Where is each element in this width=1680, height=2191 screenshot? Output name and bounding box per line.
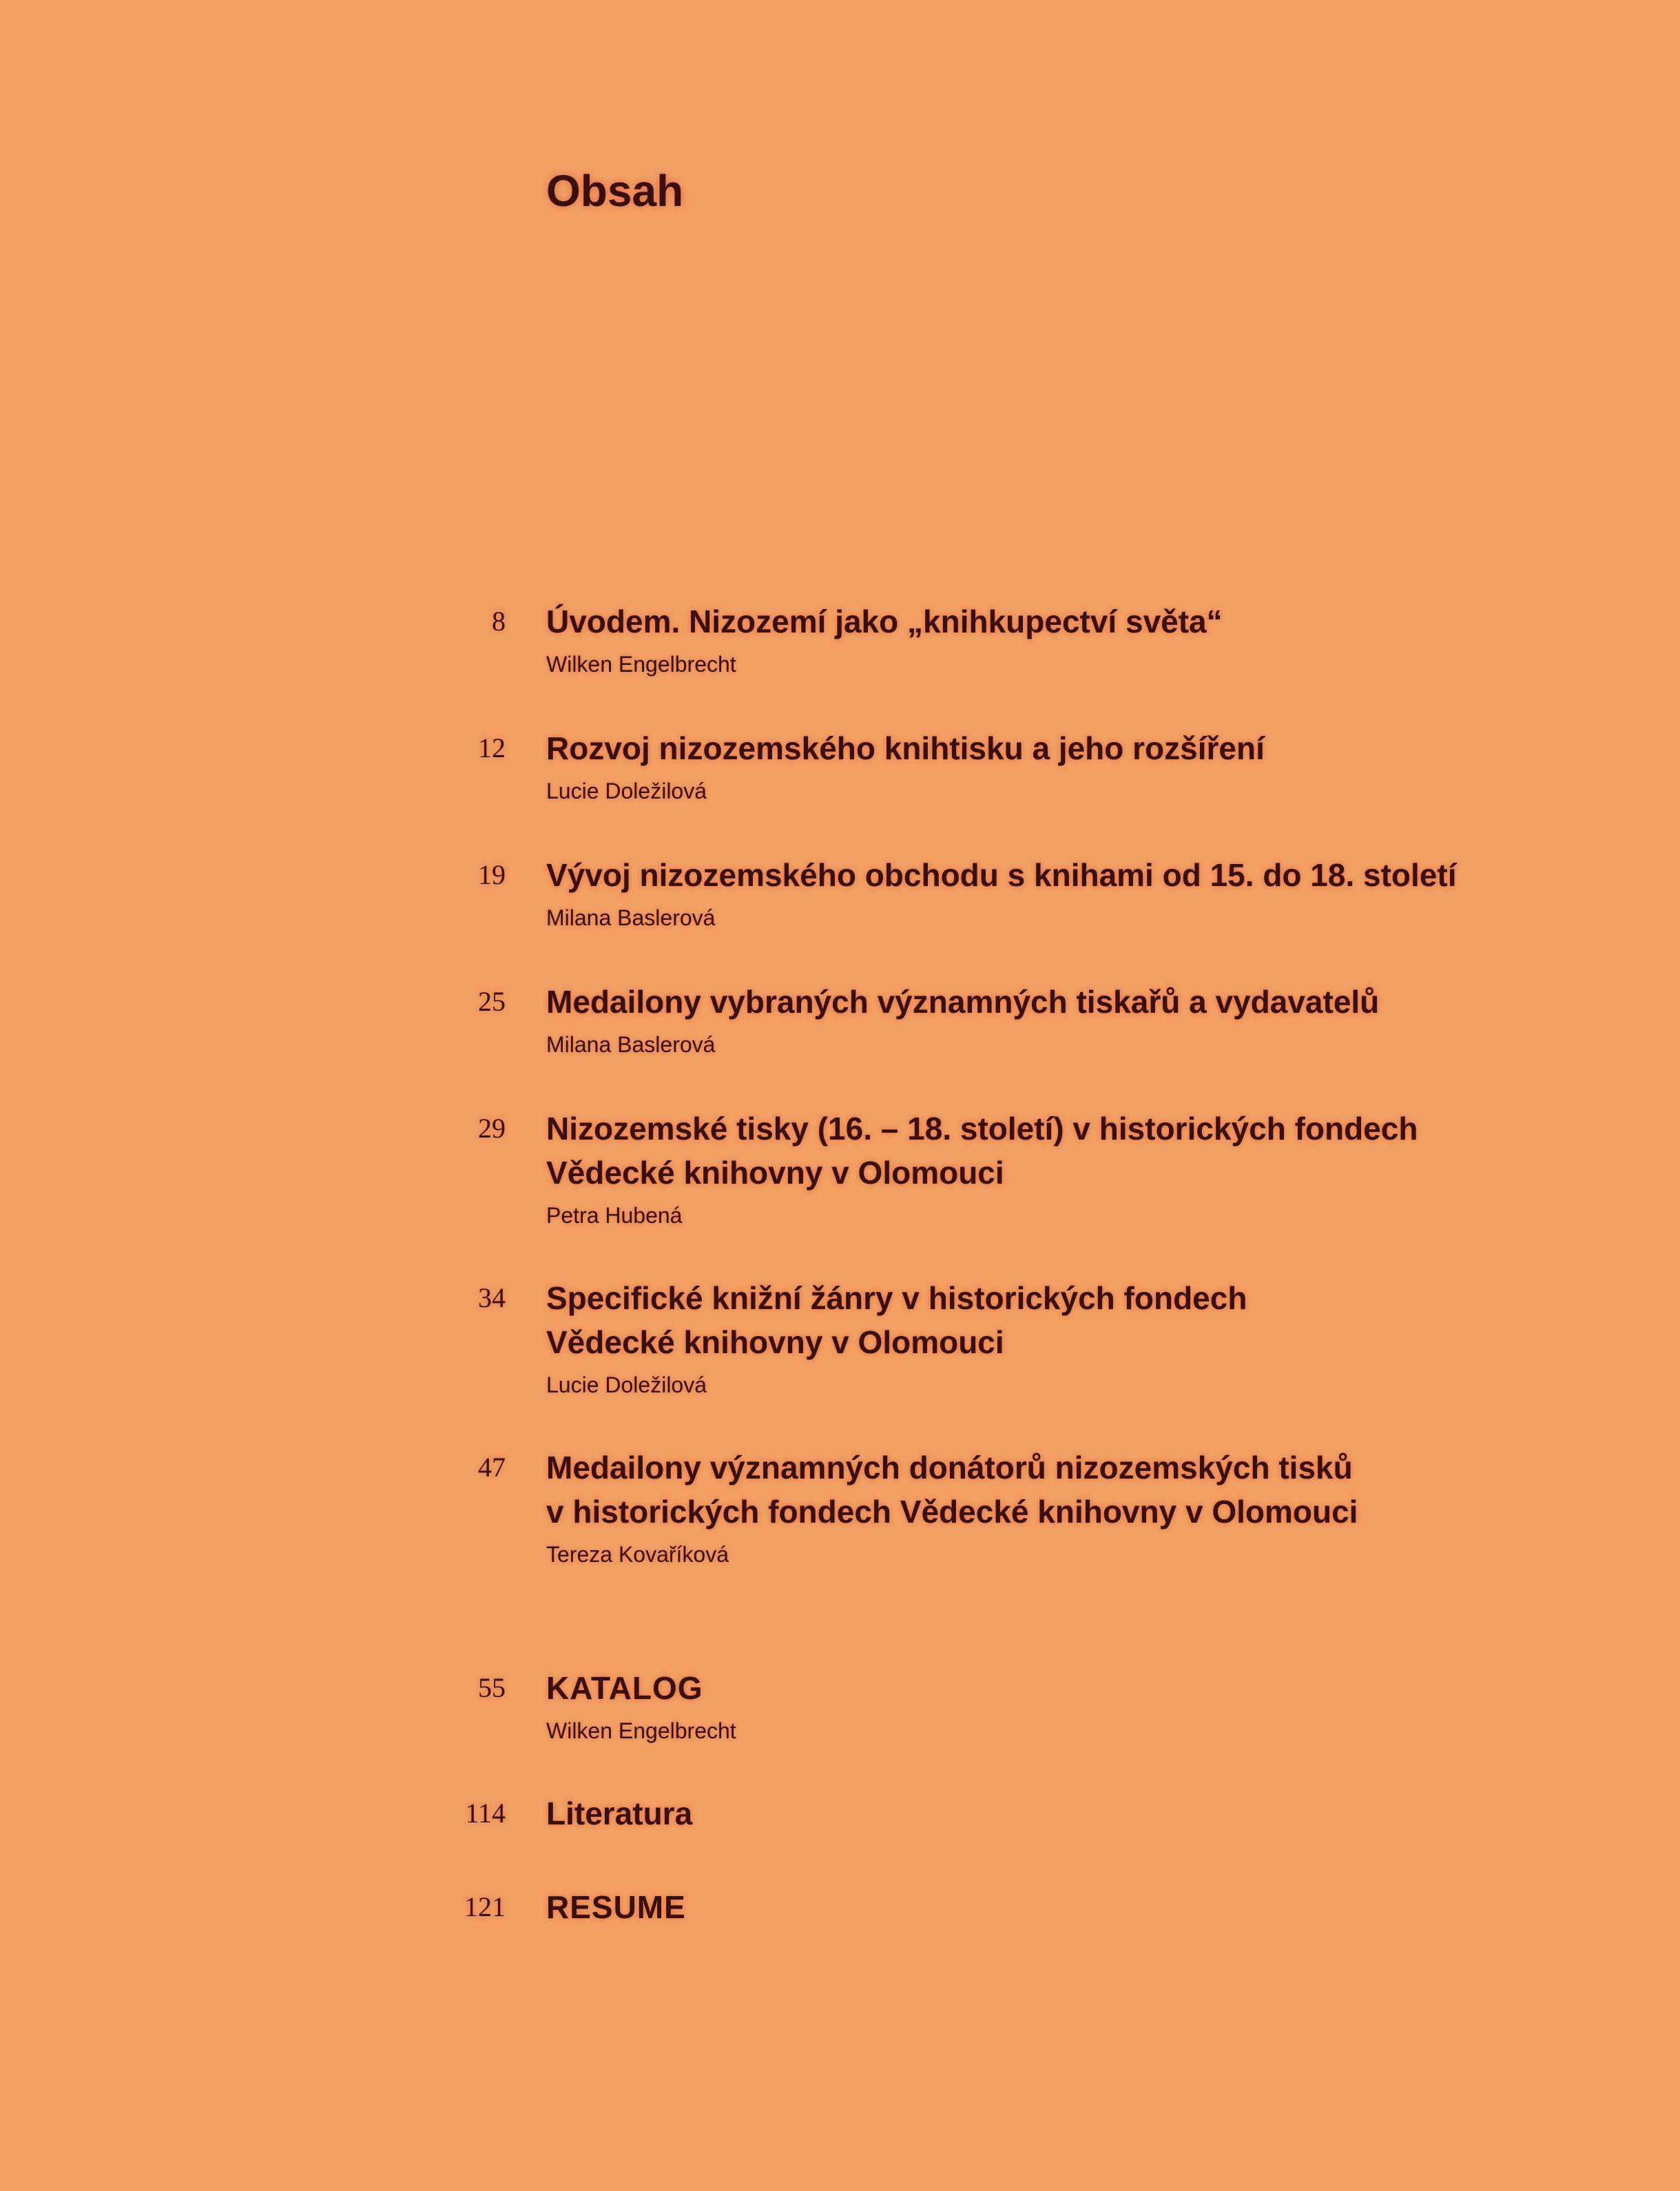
entry-title-line-2: Vědecké knihovny v Olomouci: [546, 1155, 1004, 1191]
page-number: 19: [478, 859, 506, 890]
entry-title: KATALOG: [546, 1670, 703, 1706]
page-number: 47: [478, 1452, 506, 1483]
entry-author: Wilken Engelbrecht: [546, 1718, 736, 1743]
page-number: 25: [478, 986, 506, 1017]
entry-title: RESUME: [546, 1889, 686, 1925]
page-number: 29: [478, 1113, 506, 1144]
entry-author: Lucie Doležilová: [546, 779, 707, 803]
entry-title: Medailony vybraných významných tiskařů a vydavatelů: [546, 984, 1380, 1020]
entry-author: Petra Hubená: [546, 1203, 683, 1228]
entry-title: Rozvoj nizozemského knihtisku a jeho rozšíření: [546, 730, 1265, 766]
entry-author: Wilken Engelbrecht: [546, 652, 736, 677]
page-number: 114: [465, 1798, 506, 1829]
entry-title-line-1: Nizozemské tisky (16. – 18. století) v historických fondech: [546, 1111, 1418, 1146]
entry-title: Úvodem. Nizozemí jako „knihkupectví světa“: [546, 604, 1223, 639]
page-number: 8: [492, 606, 506, 637]
entry-author: Milana Baslerová: [546, 1032, 716, 1057]
entry-title-line-1: Medailony významných donátorů nizozemských tisků: [546, 1450, 1353, 1485]
page-number: 121: [464, 1891, 506, 1922]
entry-title: Vývoj nizozemského obchodu s knihami od 15. do 18. století: [546, 857, 1457, 893]
entry-title: Literatura: [546, 1796, 693, 1831]
entry-author: Tereza Kovaříková: [546, 1542, 729, 1567]
entry-title-line-2: v historických fondech Vědecké knihovny v Olomouci: [546, 1494, 1358, 1530]
entry-author: Milana Baslerová: [546, 905, 716, 930]
page-number: 12: [478, 732, 506, 763]
entry-author: Lucie Doležilová: [546, 1372, 707, 1397]
entry-title-line-1: Specifické knižní žánry v historických fondech: [546, 1280, 1247, 1316]
entry-title-line-2: Vědecké knihovny v Olomouci: [546, 1324, 1004, 1360]
page-title: Obsah: [546, 166, 684, 216]
page-number: 34: [478, 1282, 506, 1313]
page-number: 55: [478, 1672, 506, 1703]
